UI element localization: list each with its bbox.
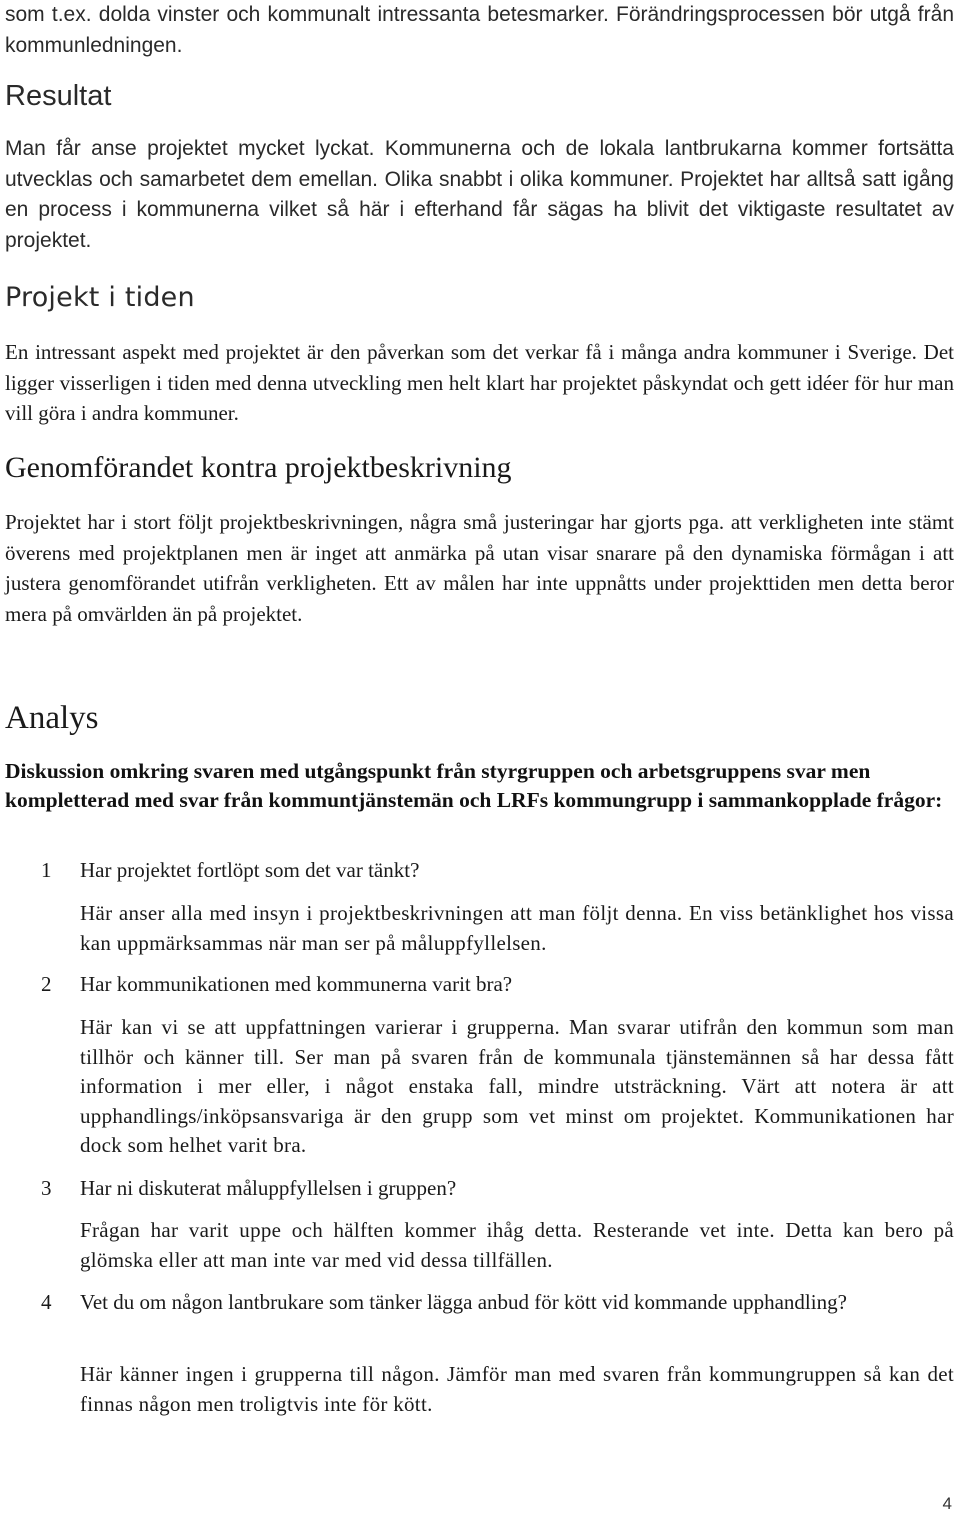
question-text: Har kommunikationen med kommunerna varit bra? — [80, 972, 513, 996]
projekt-i-tiden-body: En intressant aspekt med projektet är den påverkan som det verkar få i många andra kommuner i Sverige. Det ligger visserligen i tiden med denna utveckling men helt klart har projektet påskyndat och gett idéer för hur man vill göra i andra kommuner. — [5, 340, 954, 425]
genomforandet-body: Projektet har i stort följt projektbeskrivningen, några små justeringar har gjorts pga. att verkligheten inte stämt överens med projektplanen men är inget att anmärka på utan visar snarare på den dynamiska förmågan i att justera genomförandet utifrån verkligheten. Ett av målen har inte uppnåtts under projekttiden men detta beror mera på omvärlden än på projektet. — [5, 510, 954, 626]
projekt-i-tiden-heading: Projekt i tiden — [5, 282, 195, 313]
question-text: Vet du om någon lantbrukare som tänker lägga anbud för kött vid kommande upphandling? — [80, 1290, 847, 1314]
answer-1: Här anser alla med insyn i projektbeskrivningen att man följt denna. En viss betänklighet hos vissa kan uppmärksammas när man ser på måluppfyllelsen. — [80, 901, 954, 955]
question-text: Har ni diskuterat måluppfyllelsen i gruppen? — [80, 1176, 457, 1200]
page-number: 4 — [942, 1494, 952, 1513]
answer-2: Här kan vi se att uppfattningen varierar i grupperna. Man svarar utifrån den kommun som man tillhör och känner till. Ser man på svaren från de kommunala tjänstemännen så har dessa fått information i mer eller, i något enstaka fall, mindre utsträckning. Värt att notera är att upphandlings/inköpsansvariga är den grupp som vet minst om projektet. Kommunikationen har dock som helhet varit bra. — [80, 1015, 954, 1157]
resultat-body: Man får anse projektet mycket lyckat. Kommunerna och de lokala lantbrukarna kommer fortsätta utvecklas och samarbetet dem emellan. Olika snabbt i olika kommuner. Projektet har alltså satt igång en process i kommunerna vilket så här i efterhand får sägas ha blivit det viktigaste resultatet av projektet. — [5, 137, 954, 252]
question-number: 4 — [41, 1290, 52, 1314]
question-number: 2 — [41, 972, 52, 996]
question-2 — [5, 970, 954, 1000]
question-1 — [5, 856, 954, 886]
resultat-heading: Resultat — [5, 80, 112, 112]
intro-paragraph: som t.ex. dolda vinster och kommunalt intressanta betesmarker. Förändringsprocessen bör utgå från kommunledningen. — [5, 3, 954, 57]
question-text: Har projektet fortlöpt som det var tänkt? — [80, 858, 420, 882]
analys-intro: Diskussion omkring svaren med utgångspunkt från styrgruppen och arbetsgruppens svar men kompletterad med svar från kommuntjänstemän och LRFs kommungrupp i sammankopplade frågor: — [5, 759, 943, 812]
answer-3: Frågan har varit uppe och hälften kommer ihåg detta. Resterande vet inte. Detta kan bero på glömska eller att man inte var med vid dessa tillfällen. — [80, 1218, 954, 1272]
answer-4: Här känner ingen i grupperna till någon. Jämför man med svaren från kommungruppen så kan det finnas någon men troligtvis inte för kött. — [80, 1362, 954, 1416]
question-number: 3 — [41, 1176, 52, 1200]
analys-heading: Analys — [5, 700, 99, 736]
genomforandet-heading: Genomförandet kontra projektbeskrivning — [5, 451, 512, 484]
question-number: 1 — [41, 858, 52, 882]
question-3 — [5, 1174, 954, 1204]
question-4 — [5, 1288, 954, 1318]
